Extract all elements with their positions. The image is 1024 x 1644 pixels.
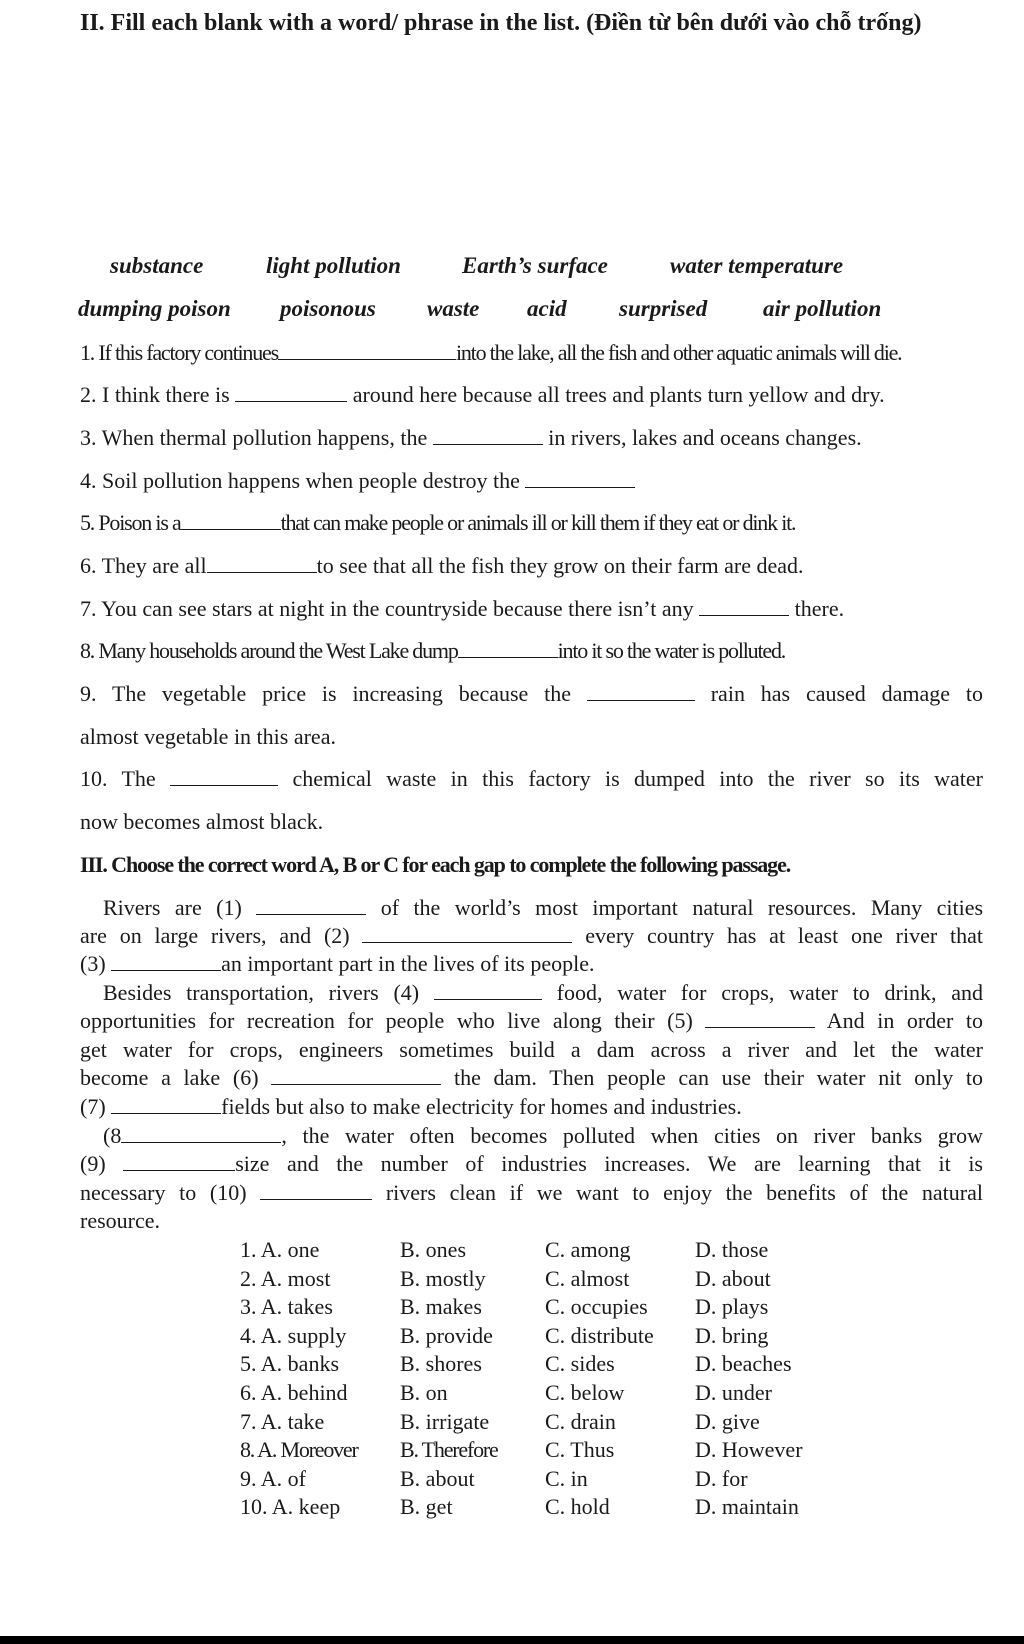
option-choice[interactable]: 1. A. one — [240, 1237, 320, 1262]
option-choice[interactable]: 9. A. of — [240, 1465, 306, 1491]
word-bank-item: waste — [427, 296, 480, 321]
option-choice[interactable]: B. on — [400, 1380, 448, 1405]
answer-blank[interactable] — [260, 1181, 372, 1200]
question-text: 5. Poison is a — [80, 510, 181, 535]
passage-text: Rivers are (1) — [103, 895, 242, 920]
word-bank-item: air pollution — [763, 296, 882, 321]
option-choice[interactable]: C. distribute — [545, 1322, 654, 1348]
option-choice[interactable]: 8. A. Moreover — [240, 1437, 358, 1463]
passage-text: the dam. Then people can use their water nit only to — [453, 1065, 984, 1090]
question-text: 10. The — [80, 766, 156, 791]
question-3 — [80, 425, 862, 451]
option-choice[interactable]: B. makes — [400, 1294, 482, 1320]
passage-line — [80, 1008, 983, 1034]
question-text: into it so the water is polluted. — [557, 638, 786, 663]
question-text: into the lake, all the fish and other aquatic animals will die. — [455, 340, 902, 365]
question-10-continued: now becomes almost black. — [80, 809, 324, 834]
answer-blank[interactable] — [271, 1066, 441, 1085]
word-bank-item: Earth’s surface — [462, 253, 608, 278]
option-choice[interactable]: D. maintain — [695, 1494, 799, 1520]
option-choice[interactable]: D. under — [695, 1380, 772, 1405]
passage-line — [80, 1180, 983, 1206]
question-text: 9. The vegetable price is increasing because the — [80, 681, 572, 706]
question-text: 8. Many households around the West Lake dump — [80, 638, 458, 663]
option-choice[interactable]: B. provide — [400, 1322, 493, 1348]
passage-line: get water for crops, engineers sometimes build a dam across a river and let the water — [80, 1037, 983, 1062]
passage-line — [103, 895, 983, 921]
answer-blank[interactable] — [181, 511, 281, 530]
word-bank-item: substance — [110, 253, 204, 278]
word-bank-item: surprised — [619, 296, 708, 321]
passage-text: an important part in the lives of its people. — [221, 951, 595, 976]
question-8 — [80, 638, 785, 664]
option-choice[interactable]: C. in — [545, 1465, 588, 1491]
word-bank-row-1 — [0, 253, 1024, 281]
option-choice[interactable]: 4. A. supply — [240, 1322, 347, 1348]
option-choice[interactable]: 5. A. banks — [240, 1351, 339, 1377]
passage-text: (3) — [80, 951, 106, 976]
answer-blank[interactable] — [207, 554, 317, 573]
passage-text: (7) — [80, 1094, 106, 1119]
option-choice[interactable]: D. give — [695, 1408, 760, 1434]
question-text: 3. When thermal pollution happens, the — [80, 425, 428, 450]
option-choice[interactable]: C. hold — [545, 1494, 610, 1520]
option-choice[interactable]: C. below — [545, 1380, 625, 1405]
passage-line — [80, 923, 983, 949]
passage-text: food, water for crops, water to drink, and — [556, 980, 984, 1005]
option-choice[interactable]: 2. A. most — [240, 1265, 331, 1291]
answer-blank[interactable] — [170, 767, 278, 786]
question-6 — [80, 553, 804, 579]
option-choice[interactable]: D. However — [695, 1437, 803, 1463]
question-text: there. — [794, 596, 845, 621]
question-text: rain has caused damage to — [710, 681, 984, 706]
passage-line — [80, 951, 594, 977]
question-text: to see that all the fish they grow on their farm are dead. — [316, 553, 804, 578]
passage-text: , the water often becomes polluted when cities on river banks grow — [281, 1123, 983, 1148]
section-2-title: II. Fill each blank with a word/ phrase in the list. (Điền từ bên dưới vào chỗ trống) — [80, 10, 922, 36]
option-choice[interactable]: 7. A. take — [240, 1408, 325, 1434]
option-choice[interactable]: C. almost — [545, 1265, 630, 1291]
question-text: 6. They are all — [80, 553, 207, 578]
question-text: 1. If this factory continues — [80, 340, 278, 365]
question-1 — [80, 340, 901, 366]
passage-line — [103, 980, 983, 1006]
answer-blank[interactable] — [587, 682, 695, 701]
option-choice[interactable]: B. mostly — [400, 1265, 486, 1291]
answer-blank[interactable] — [121, 1124, 281, 1143]
answer-blank[interactable] — [362, 924, 572, 943]
answer-blank[interactable] — [278, 341, 456, 360]
answer-blank[interactable] — [525, 469, 635, 488]
passage-text: (9) — [80, 1151, 106, 1176]
option-choice[interactable]: D. beaches — [695, 1351, 792, 1377]
passage-text: become a lake (6) — [80, 1065, 259, 1090]
option-choice[interactable]: 6. A. behind — [240, 1380, 348, 1405]
question-text: 2. I think there is — [80, 382, 230, 407]
passage-line — [80, 1151, 983, 1177]
answer-blank[interactable] — [256, 896, 366, 915]
answer-blank[interactable] — [705, 1009, 815, 1028]
passage-line — [103, 1123, 983, 1149]
passage-text: Besides transportation, rivers (4) — [103, 980, 420, 1005]
word-bank-item: water temperature — [670, 253, 844, 278]
answer-blank[interactable] — [433, 426, 543, 445]
question-10 — [80, 766, 983, 792]
question-9-continued: almost vegetable in this area. — [80, 724, 336, 749]
word-bank-row-2 — [0, 296, 1024, 324]
option-choice[interactable]: D. those — [695, 1237, 769, 1262]
option-choice[interactable]: B. irrigate — [400, 1408, 490, 1434]
answer-blank[interactable] — [123, 1152, 235, 1171]
question-text: in rivers, lakes and oceans changes. — [548, 425, 862, 450]
passage-text: rivers clean if we want to enjoy the benefits of the natural — [385, 1180, 983, 1205]
option-choice[interactable]: C. drain — [545, 1408, 616, 1434]
section-3-title: III. Choose the correct word A, B or C for each gap to complete the following passage. — [80, 852, 791, 877]
answer-blank[interactable] — [458, 639, 558, 658]
question-9 — [80, 681, 983, 707]
word-bank-item: acid — [527, 296, 567, 321]
word-bank-item: dumping poison — [78, 296, 231, 321]
option-choice[interactable]: 10. A. keep — [240, 1494, 341, 1520]
question-2 — [80, 382, 885, 408]
answer-blank[interactable] — [235, 383, 347, 402]
word-bank-item: light pollution — [266, 253, 401, 278]
passage-text: opportunities for recreation for people who live along their (5) — [80, 1008, 693, 1033]
passage-text: fields but also to make electricity for homes and industries. — [221, 1094, 742, 1119]
option-choice[interactable]: 3. A. takes — [240, 1294, 333, 1320]
answer-blank[interactable] — [434, 981, 542, 1000]
question-7 — [80, 596, 844, 622]
option-choice[interactable]: B. ones — [400, 1237, 466, 1262]
answer-blank[interactable] — [699, 597, 789, 616]
question-text: 7. You can see stars at night in the countryside because there isn’t any — [80, 596, 694, 621]
passage-line: resource. — [80, 1208, 161, 1233]
word-bank-item: poisonous — [280, 296, 376, 321]
option-choice[interactable]: D. about — [695, 1265, 771, 1291]
question-5 — [80, 510, 795, 536]
question-4 — [80, 468, 635, 494]
option-choice[interactable]: B. get — [400, 1494, 453, 1520]
answer-blank[interactable] — [111, 1095, 221, 1114]
passage-text: And in order to — [826, 1008, 983, 1033]
bottom-border — [0, 1636, 1024, 1644]
passage-text: necessary to (10) — [80, 1180, 247, 1205]
option-choice[interactable]: B. shores — [400, 1351, 482, 1377]
option-choice[interactable]: B. about — [400, 1465, 475, 1491]
option-choice[interactable]: D. plays — [695, 1294, 769, 1320]
question-text: chemical waste in this factory is dumped into the river so its water — [292, 766, 983, 791]
question-text: 4. Soil pollution happens when people destroy the — [80, 468, 520, 493]
passage-text: of the world’s most important natural resources. Many cities — [380, 895, 984, 920]
option-choice[interactable]: C. Thus — [545, 1437, 615, 1463]
option-choice[interactable]: C. among — [545, 1237, 631, 1262]
option-choice[interactable]: B. Therefore — [400, 1437, 498, 1463]
passage-text: every country has at least one river that — [585, 923, 984, 948]
question-text: around here because all trees and plants turn yellow and dry. — [352, 382, 885, 407]
option-choice[interactable]: D. bring — [695, 1322, 769, 1348]
passage-text: (8 — [103, 1123, 122, 1148]
passage-text: are on large rivers, and (2) — [80, 923, 350, 948]
option-choice[interactable]: C. occupies — [545, 1294, 648, 1320]
option-choice[interactable]: D. for — [695, 1465, 748, 1491]
answer-blank[interactable] — [111, 952, 221, 971]
passage-text: size and the number of industries increases. We are learning that it is — [235, 1151, 983, 1176]
question-text: that can make people or animals ill or kill them if they eat or dink it. — [280, 510, 796, 535]
passage-line — [80, 1094, 742, 1120]
passage-line — [80, 1065, 983, 1091]
option-choice[interactable]: C. sides — [545, 1351, 615, 1377]
